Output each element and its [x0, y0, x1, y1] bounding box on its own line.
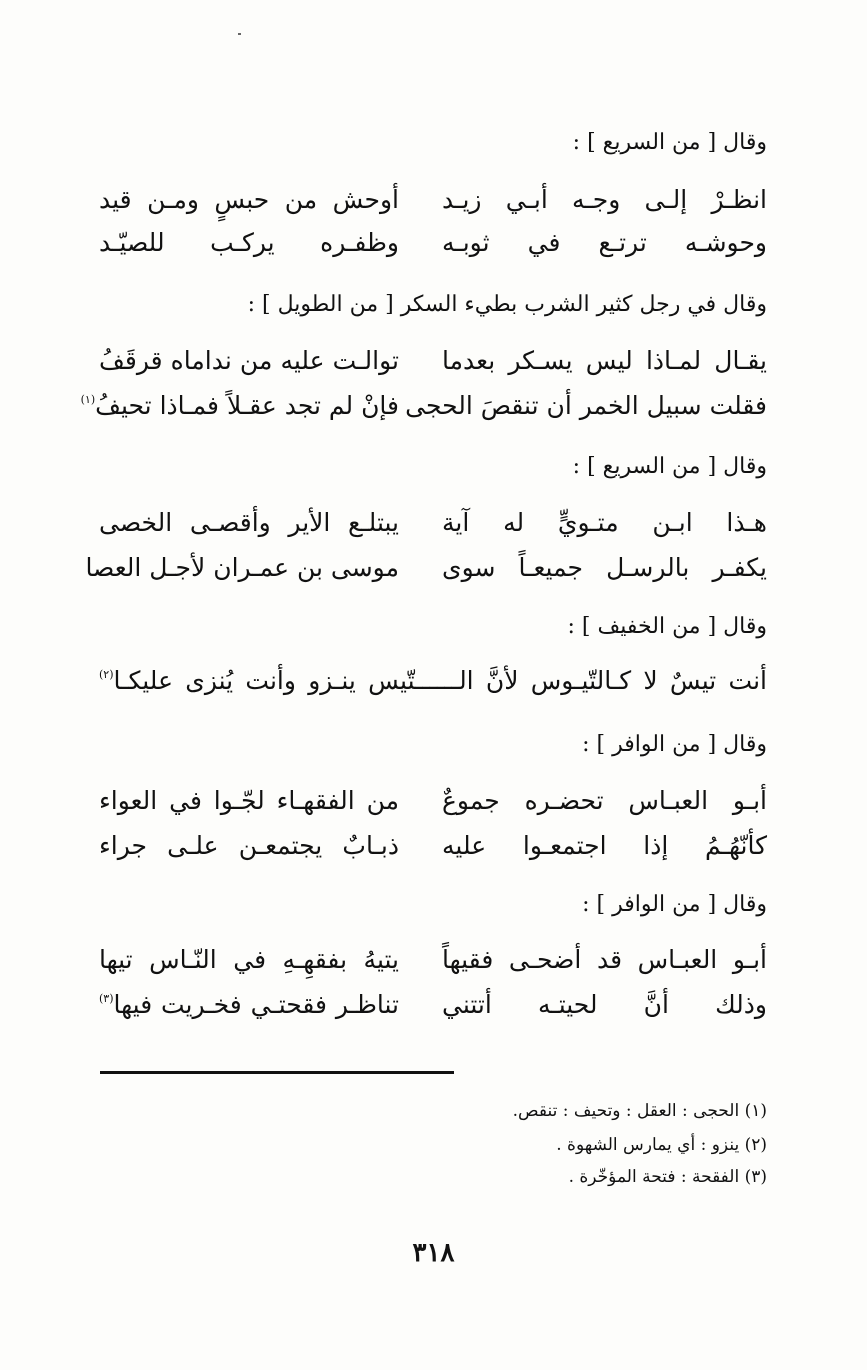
footnote: (١) الحجى : العقل : وتحيف : تنقص.	[512, 1101, 767, 1121]
verse-hemistich: أوحش من حبسٍ ومـن قيد	[99, 185, 399, 214]
footnote-ref: (١)	[80, 393, 96, 406]
verse-hemistich: يقـال لمـاذا ليس يسـكر بعدما	[442, 346, 767, 375]
verse-hemistich	[80, 388, 399, 424]
verse-line	[99, 343, 767, 379]
footnote-ref: (٣)	[99, 992, 114, 1005]
verse-hemistich: وحوشـه ترتـع في ثوبـه	[442, 228, 767, 257]
verse-hemistich: من الفقهـاء لجّـوا في العواء	[99, 786, 399, 815]
verse-line	[85, 550, 767, 586]
verse-hemistich: أبـو العبـاس تحضـره جموعٌ	[442, 786, 767, 815]
verse-hemistich: يكفـر بالرسـل جميعـاً سوى	[442, 553, 767, 582]
verse-hemistich: وذلك أنَّ لحيتـه أتتني	[442, 990, 767, 1019]
verse-line	[99, 182, 767, 218]
hemistich-text: تناظـر فقحتـي فخـريت فيها	[113, 990, 399, 1019]
verse-line	[99, 505, 767, 541]
verse-text: أنت تيسٌ لا كـالتّيـوس لأنَّ الــــــتّيس ينـزو وأنت يُنزى عليكـا	[113, 666, 767, 695]
poem-intro: وقال [ من السريع ] :	[572, 454, 767, 479]
verse-hemistich: يتيهُ بفقهِـهِ في النّـاس تيها	[99, 945, 399, 974]
print-speck	[238, 33, 241, 35]
poem-intro: وقال [ من الوافر ] :	[582, 732, 767, 757]
verse-hemistich: هـذا ابـن متـويٍّ له آية	[442, 508, 767, 537]
verse-line	[99, 987, 767, 1023]
verse-hemistich: موسى بن عمـران لأجـل العصا	[85, 553, 399, 582]
verse-line	[99, 663, 767, 699]
poem-intro: وقال [ من السريع ] :	[572, 130, 767, 155]
page-number: ٣١٨	[412, 1238, 455, 1268]
verse-hemistich: ذبـابٌ يجتمعـن علـى جراء	[99, 831, 399, 860]
verse-line	[80, 388, 767, 424]
verse-hemistich: كأنّهُـمُ إذا اجتمعـوا عليه	[442, 831, 767, 860]
verse-line	[99, 783, 767, 819]
verse-hemistich: توالـت عليه من نداماه قرقَفُ	[99, 346, 399, 375]
verse-full-line	[99, 663, 767, 699]
hemistich-text: فإنْ لم تجد عقـلاً فمـاذا تحيفُ	[95, 391, 399, 420]
poem-intro: وقال [ من الوافر ] :	[582, 892, 767, 917]
verse-line	[99, 942, 767, 978]
footnote-ref: (٢)	[99, 668, 114, 681]
verse-hemistich: أبـو العبـاس قد أضحـى فقيهاً	[442, 945, 767, 974]
footnote: (٣) الفقحة : فتحة المؤخّرة .	[568, 1167, 767, 1187]
verse-line	[99, 225, 767, 261]
verse-line	[99, 828, 767, 864]
verse-hemistich: وظفـره يركـب للصيّـد	[99, 228, 399, 257]
poem-intro: وقال [ من الخفيف ] :	[567, 614, 767, 639]
verse-hemistich: فقلت سبيل الخمر أن تنقصَ الحجى	[405, 391, 767, 420]
footnote: (٢) ينزو : أي يمارس الشهوة .	[556, 1135, 767, 1155]
poem-intro: وقال في رجل كثير الشرب بطيء السكر [ من الطويل ] :	[247, 292, 767, 317]
verse-hemistich	[99, 987, 399, 1023]
verse-hemistich: انظـرْ إلـى وجـه أبـي زيـد	[442, 185, 767, 214]
footnote-separator	[100, 1071, 454, 1074]
verse-hemistich: يبتلـع الأير وأقصـى الخصى	[99, 508, 399, 537]
